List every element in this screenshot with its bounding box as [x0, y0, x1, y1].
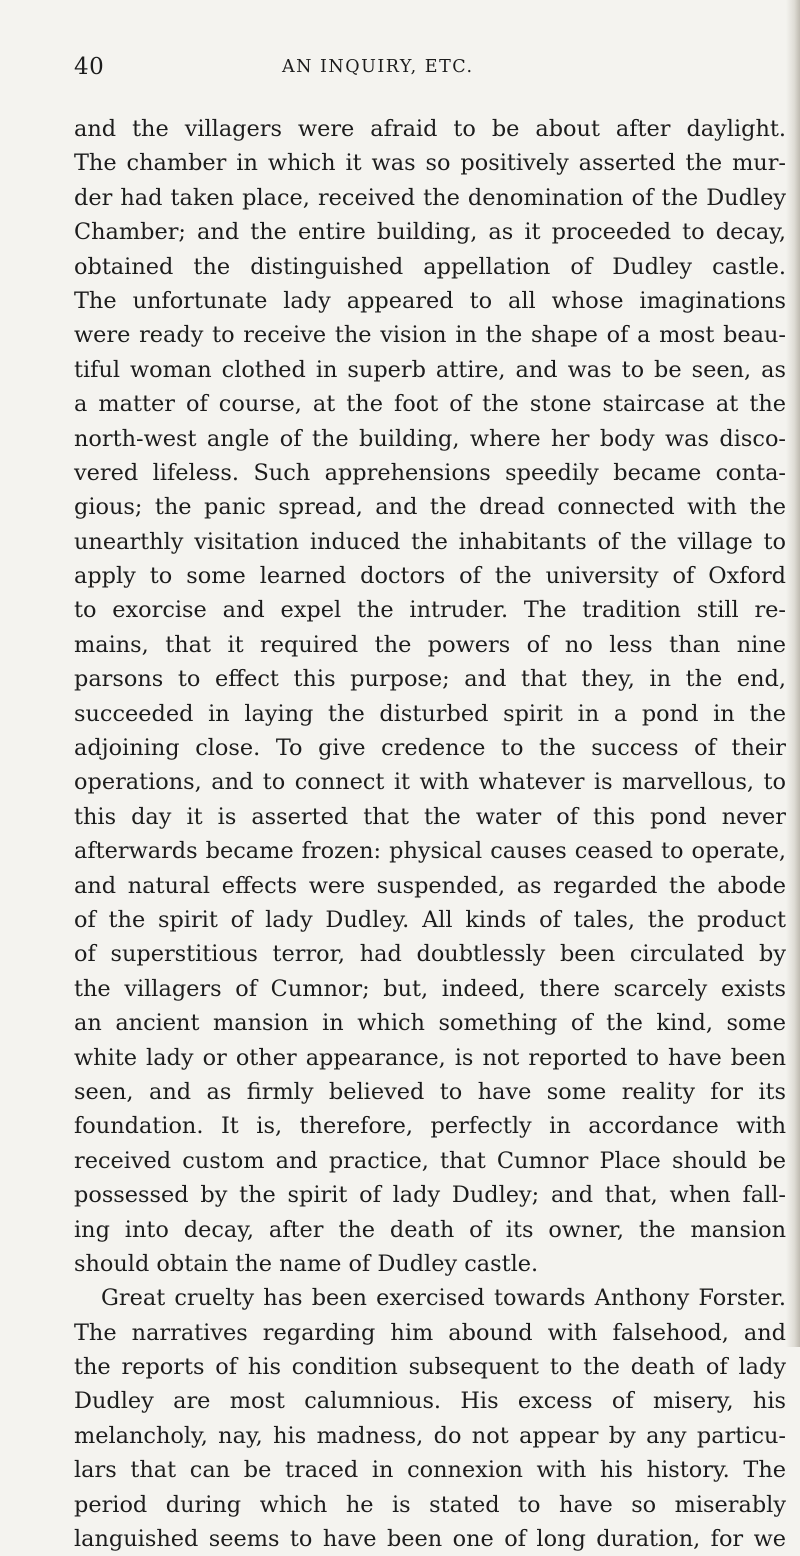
text-line: The narratives regarding him abound with falsehood, and — [74, 1319, 786, 1346]
text-line: apply to some learned doctors of the university of Oxford — [74, 563, 786, 590]
text-line: Chamber; and the entire building, as it proceeded to decay, — [74, 219, 786, 246]
text-line: the reports of his condition subsequent to the death of lady — [74, 1354, 786, 1381]
text-line: of superstitious terror, had doubtlessly been circulated by — [74, 941, 786, 968]
text-line: tiful woman clothed in superb attire, and was to be seen, as — [74, 356, 786, 383]
text-line: melancholy, nay, his madness, do not appear by any particu- — [74, 1422, 786, 1449]
running-head: AN INQUIRY, ETC. — [282, 57, 474, 77]
text-line: the villagers of Cumnor; but, indeed, there scarcely exists — [74, 975, 786, 1002]
text-line: seen, and as firmly believed to have some reality for its — [74, 1078, 786, 1105]
text-line: an ancient mansion in which something of the kind, some — [74, 1010, 786, 1037]
text-line: Dudley are most calumnious. His excess of misery, his — [74, 1388, 786, 1415]
text-line: afterwards became frozen: physical causes ceased to operate, — [74, 838, 786, 865]
text-line: gious; the panic spread, and the dread connected with the — [74, 494, 786, 521]
text-line: and the villagers were afraid to be about after daylight. — [74, 116, 786, 142]
text-line: succeeded in laying the disturbed spirit in a pond in the — [74, 700, 786, 727]
text-line: The unfortunate lady appeared to all whose imaginations — [74, 287, 786, 314]
text-line: The chamber in which it was so positively asserted the mur- — [74, 150, 786, 177]
page-edge-shadow — [786, 0, 800, 1347]
text-line: north-west angle of the building, where her body was disco- — [74, 425, 786, 452]
text-line: to exorcise and expel the intruder. The tradition still re- — [74, 597, 786, 624]
text-line: received custom and practice, that Cumnor Place should be — [74, 1147, 786, 1174]
text-line: languished seems to have been one of long duration, for we — [74, 1526, 786, 1553]
text-line: and natural effects were suspended, as regarded the abode — [74, 872, 786, 899]
text-line: period during which he is stated to have so miserably — [74, 1491, 786, 1518]
page-number: 40 — [74, 54, 105, 80]
text-line: parsons to effect this purpose; and that they, in the end, — [74, 666, 786, 693]
text-line: a matter of course, at the foot of the stone staircase at the — [74, 391, 786, 418]
text-line: this day it is asserted that the water of this pond never — [74, 803, 786, 830]
text-line: lars that can be traced in connexion with his history. The — [74, 1457, 786, 1484]
text-line: were ready to receive the vision in the shape of a most beau- — [74, 322, 786, 349]
text-line: operations, and to connect it with whatever is marvellous, to — [74, 769, 786, 796]
text-line: possessed by the spirit of lady Dudley; and that, when fall- — [74, 1182, 786, 1209]
text-line: mains, that it required the powers of no less than nine — [74, 631, 786, 658]
text-line: foundation. It is, therefore, perfectly in accordance with — [74, 1113, 786, 1140]
body-text — [74, 112, 786, 1556]
text-line: adjoining close. To give credence to the success of their — [74, 735, 786, 762]
text-line: vered lifeless. Such apprehensions speedily became conta- — [74, 459, 786, 486]
page-header — [0, 54, 800, 84]
text-line: white lady or other appearance, is not reported to have been — [74, 1044, 786, 1071]
paragraph-start-line: Great cruelty has been exercised towards Anthony Forster. — [101, 1285, 786, 1312]
text-line: der had taken place, received the denomination of the Dudley — [74, 184, 786, 211]
text-line: ing into decay, after the death of its owner, the mansion — [74, 1216, 786, 1243]
paragraph-end-line: should obtain the name of Dudley castle. — [74, 1250, 539, 1277]
text-line: unearthly visitation induced the inhabitants of the village to — [74, 528, 786, 555]
text-line: of the spirit of lady Dudley. All kinds of tales, the product — [74, 906, 786, 933]
text-line: obtained the distinguished appellation of Dudley castle. — [74, 253, 786, 280]
